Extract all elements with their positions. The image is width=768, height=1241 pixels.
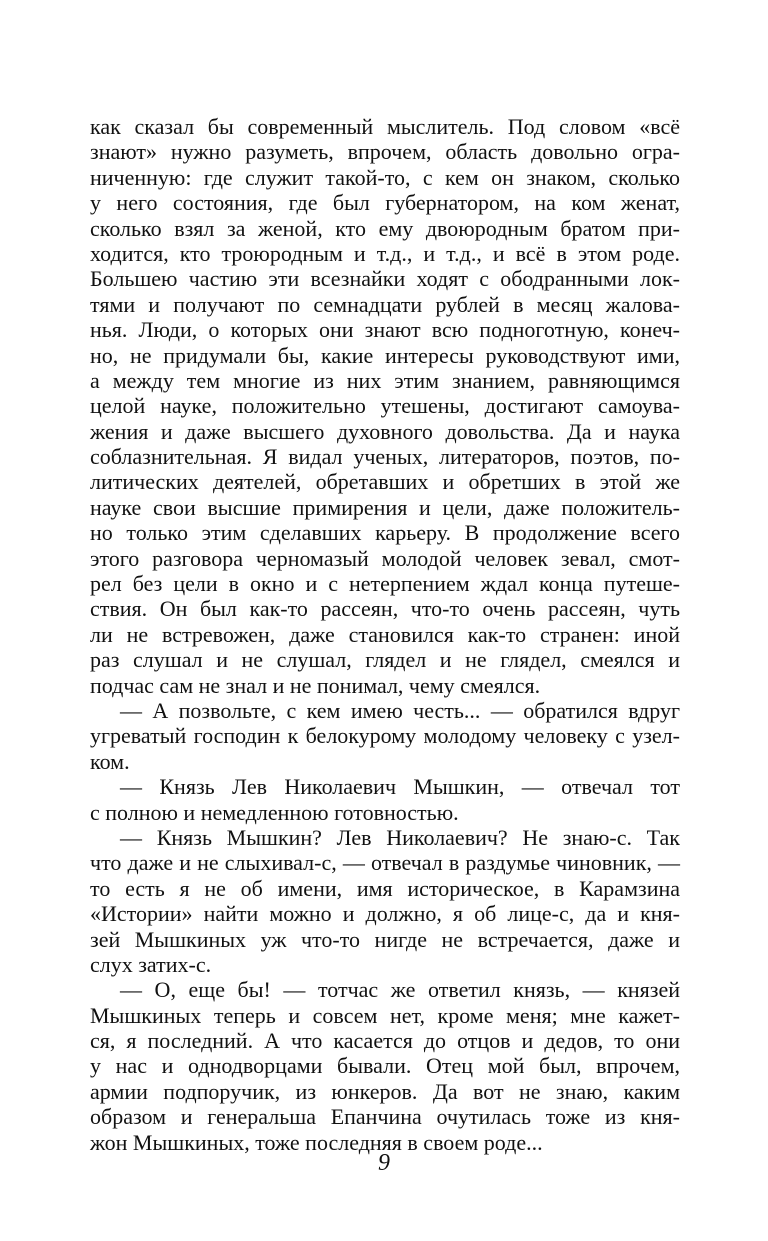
paragraph	[90, 774, 680, 825]
text-line: — Князь Лев Николаевич Мышкин, — отвечал тот	[120, 774, 680, 800]
text-line: этого разговора черномазый молодой человек зевал, смот-	[90, 545, 680, 571]
page-body	[90, 114, 680, 1155]
text-line: то есть я не об имени, имя историческое, в Карамзина	[90, 875, 680, 901]
text-line: ся, я последний. А что касается до отцов и дедов, то они	[90, 1028, 680, 1054]
text-line: а между тем многие из них этим знанием, равняющимся	[90, 367, 680, 393]
text-line: — Князь Мышкин? Лев Николаевич? Не знаю-с. Так	[120, 824, 680, 850]
text-line: соблазнительная. Я видал ученых, литераторов, поэтов, по-	[90, 444, 680, 470]
text-line: ходится, кто троюродным и т.д., и т.д., и всё в этом роде.	[90, 240, 680, 266]
text-line: сколько взял за женой, кто ему двоюродным братом при-	[90, 215, 680, 241]
paragraph	[90, 825, 680, 977]
text-line: с полною и немедленною готовностью.	[90, 799, 459, 825]
text-line: жон Мышкиных, тоже последняя в своем роде...	[90, 1129, 543, 1155]
text-line: Большею частию эти всезнайки ходят с ободранными лок-	[90, 266, 680, 292]
text-line: — А позвольте, с кем имею честь... — обратился вдруг	[120, 697, 680, 723]
text-line: ком.	[90, 748, 130, 774]
text-line: у него состояния, где был губернатором, на ком женат,	[90, 190, 680, 216]
text-line: — О, еще бы! — тотчас же ответил князь, — князей	[120, 977, 680, 1003]
text-line: слух затих-с.	[90, 951, 212, 977]
text-line: Мышкиных теперь и совсем нет, кроме меня; мне кажет-	[90, 1002, 680, 1028]
text-line: рел без цели в окно и с нетерпением ждал конца путеше-	[90, 571, 680, 597]
text-line: нья. Люди, о которых они знают всю подноготную, конеч-	[90, 317, 680, 343]
text-line: целой науке, положительно утешены, достигают самоува-	[90, 393, 680, 419]
text-line: науке свои высшие примирения и цели, даже положитель-	[90, 494, 680, 520]
text-line: армии подпоручик, из юнкеров. Да вот не знаю, каким	[90, 1078, 680, 1104]
text-line: угреватый господин к белокурому молодому человеку с узел-	[90, 723, 680, 749]
text-line: как сказал бы современный мыслитель. Под словом «всё	[90, 114, 680, 139]
text-line: ли не встревожен, даже становился как-то странен: иной	[90, 621, 680, 647]
page-number: 9	[378, 1150, 390, 1176]
text-line: литических деятелей, обретавших и обретших в этой же	[90, 469, 680, 495]
text-line: ствия. Он был как-то рассеян, что-то очень рассеян, чуть	[90, 596, 680, 622]
text-line: что даже и не слыхивал-с, — отвечал в раздумье чиновник, —	[90, 850, 680, 876]
text-line: образом и генеральша Епанчина очутилась тоже из кня-	[90, 1104, 680, 1130]
text-line: знают» нужно разуметь, впрочем, область довольно огра-	[90, 139, 680, 165]
paragraph	[90, 114, 680, 698]
text-line: «Истории» найти можно и должно, я об лице-с, да и кня-	[90, 901, 680, 927]
text-line: раз слушал и не слушал, глядел и не глядел, смеялся и	[90, 647, 680, 673]
text-line: подчас сам не знал и не понимал, чему смеялся.	[90, 672, 541, 698]
paragraph	[90, 698, 680, 774]
text-line: ниченную: где служит такой-то, с кем он знаком, сколько	[90, 164, 680, 190]
text-line: у нас и однодворцами бывали. Отец мой был, впрочем,	[90, 1053, 680, 1079]
text-line: зей Мышкиных уж что-то нигде не встречается, даже и	[90, 926, 680, 952]
text-line: жения и даже высшего духовного довольства. Да и наука	[90, 418, 680, 444]
text-line: тями и получают по семнадцати рублей в месяц жалова-	[90, 291, 680, 317]
text-line: но только этим сделавших карьеру. В продолжение всего	[90, 520, 680, 546]
paragraph	[90, 977, 680, 1155]
text-line: но, не придумали бы, какие интересы руководствуют ими,	[90, 342, 680, 368]
